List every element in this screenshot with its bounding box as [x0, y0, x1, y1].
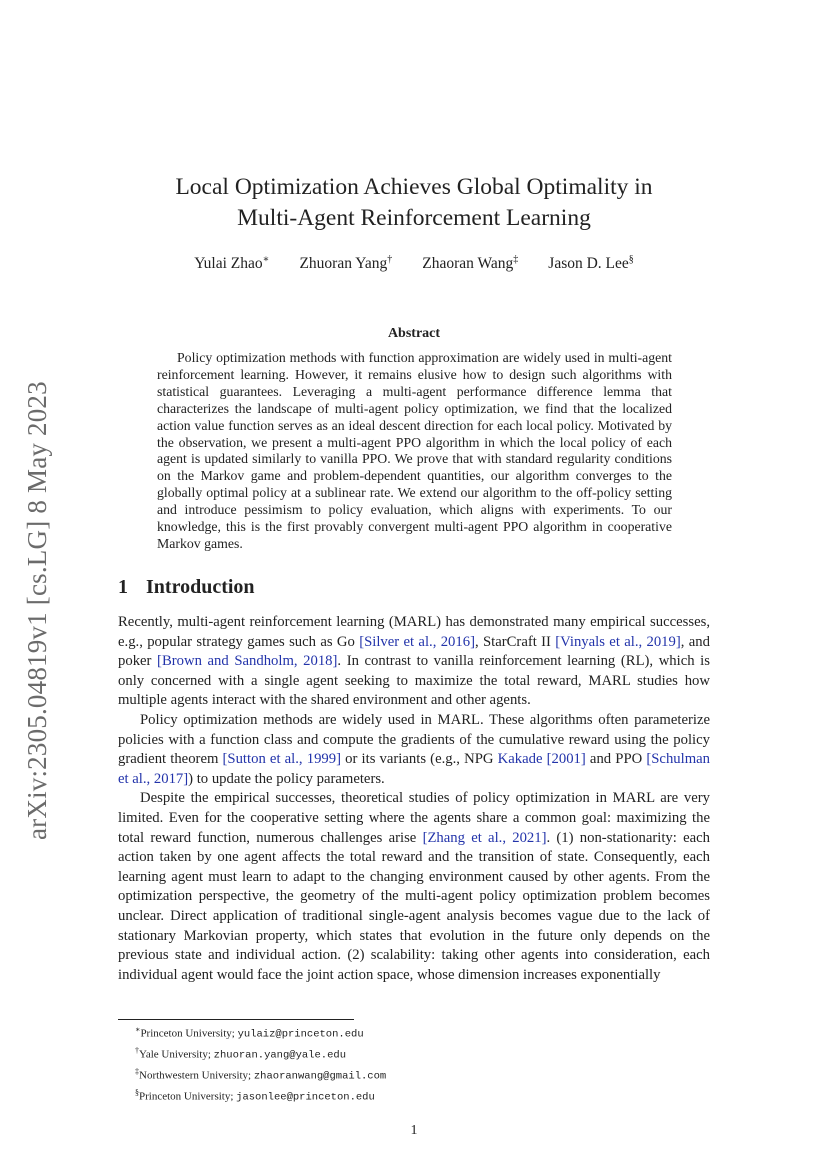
footnote-affiliation: Princeton University;	[140, 1027, 238, 1040]
footnote	[135, 1043, 386, 1064]
paragraph	[118, 789, 710, 985]
author	[548, 254, 634, 273]
footnote	[135, 1022, 386, 1043]
footnote	[135, 1064, 386, 1085]
page-number: 1	[410, 1123, 418, 1138]
paper-title	[110, 172, 718, 234]
paragraph	[118, 613, 710, 711]
footnote-rule	[118, 1019, 354, 1020]
title-line-1: Local Optimization Achieves Global Optimality in	[175, 174, 653, 200]
text-run: . In contrast to vanilla reinforcement learning (RL), which is only concerned with a single agent seeking to maximize the total reward, MARL studies how multiple agents interact with the shared environment and other agents.	[118, 653, 710, 709]
title-line-2: Multi-Agent Reinforcement Learning	[237, 205, 591, 231]
footnote-affiliation: Northwestern University;	[139, 1069, 254, 1082]
author-name: Zhuoran Yang	[299, 255, 388, 273]
footnote-mark: †	[135, 1046, 139, 1056]
footnote-email: jasonlee@princeton.edu	[236, 1092, 375, 1105]
citation-link[interactable]: [Sutton et al., 1999]	[222, 751, 342, 768]
section-heading	[118, 576, 255, 599]
citation-link[interactable]: Kakade [2001]	[497, 751, 586, 768]
citation-link[interactable]: [Silver et al., 2016]	[359, 633, 475, 650]
author-footnote-mark: ‡	[513, 254, 519, 265]
text-run: or its variants (e.g., NPG	[341, 751, 498, 768]
author	[299, 254, 392, 273]
footnote-email: yulaiz@princeton.edu	[237, 1028, 364, 1041]
footnote-mark: §	[135, 1088, 139, 1098]
author-name: Yulai Zhao	[194, 255, 263, 273]
text-run: ) to update the policy parameters.	[188, 770, 385, 787]
footnote	[135, 1085, 386, 1106]
text-run: , and poker	[118, 633, 710, 670]
author-name: Zhaoran Wang	[422, 255, 514, 273]
abstract-heading: Abstract	[387, 326, 441, 341]
section-title: Introduction	[146, 576, 255, 598]
footnote-affiliation: Princeton University;	[139, 1091, 237, 1104]
citation-link[interactable]: [Vinyals et al., 2019]	[555, 633, 681, 650]
author-footnote-mark: ∗	[262, 254, 270, 265]
paragraph	[118, 711, 710, 789]
author	[194, 254, 269, 273]
footnote-mark: ‡	[135, 1067, 139, 1077]
text-run: Policy optimization methods are widely used in MARL. These algorithms often parameterize policies with a function class and compute the gradients of the cumulative reward using the policy gradient theorem	[118, 711, 710, 768]
arxiv-id-text: arXiv:2305.04819v1 [cs.LG] 8 May 2023	[22, 381, 52, 840]
text-run: and PPO	[585, 751, 647, 768]
footnote-email: zhuoran.yang@yale.edu	[213, 1049, 346, 1062]
citation-link[interactable]: [Brown and Sandholm, 2018]	[157, 653, 338, 670]
author-footnote-mark: §	[628, 254, 634, 265]
footnote-affiliation: Yale University;	[139, 1048, 214, 1061]
author	[422, 254, 518, 273]
arxiv-identifier	[12, 360, 52, 840]
citation-link[interactable]: [Schulman et al., 2017]	[118, 751, 710, 787]
body-text	[118, 613, 710, 985]
footnotes	[135, 1022, 386, 1107]
author-footnote-mark: †	[387, 254, 393, 265]
text-run: . (1) non-stationarity: each action taken by one agent affects the total reward and the transition of state. Consequently, each learning agent must learn to adapt to the changing environment caused by other agents. From the optimization perspective, the geometry of the multi-agent policy optimization problem becomes unclear. Direct application of traditional single-agent analysis becomes vague due to the lack of stationary Markovian property, which states that evolution in the future only depends on the previous state and individual action. (2) scalability: taking other agents into consideration, each individual agent would face the joint action space, whose dimension increases exponentially	[118, 829, 710, 983]
author-name: Jason D. Lee	[548, 255, 629, 273]
section-number: 1	[118, 576, 128, 598]
text-run: Recently, multi-agent reinforcement learning (MARL) has demonstrated many empirical successes, e.g., popular strategy games such as Go	[118, 614, 710, 650]
footnote-mark: ∗	[135, 1025, 141, 1034]
footnote-email: zhaoranwang@gmail.com	[253, 1070, 387, 1083]
text-run: Despite the empirical successes, theoretical studies of policy optimization in MARL are very limited. Even for the cooperative setting where the agents share a common goal: maximizing the total reward function, numerous challenges arise	[118, 790, 710, 846]
author-list	[110, 254, 718, 273]
abstract-text: Policy optimization methods with function approximation are widely used in multi-agent reinforcement learning. However, it remains elusive how to design such algorithms with statistical guarantees. Leveraging a multi-agent performance difference lemma that characterizes the landscape of multi-agent policy optimization, we find that the localized action value function serves as an ideal descent direction for each local policy. Motivated by the observation, we present a multi-agent PPO algorithm in which the local policy of each agent is updated similarly to vanilla PPO. We prove that with standard regularity conditions on the Markov game and problem-dependent quantities, our algorithm converges to the globally optimal policy at a sublinear rate. We extend our algorithm to the off-policy setting and introduce pessimism to policy evaluation, which aligns with experiments. To our knowledge, this is the first provably convergent multi-agent PPO algorithm in cooperative Markov games.	[157, 350, 672, 551]
citation-link[interactable]: [Zhang et al., 2021]	[422, 829, 547, 846]
text-run: , StarCraft II	[474, 633, 556, 650]
